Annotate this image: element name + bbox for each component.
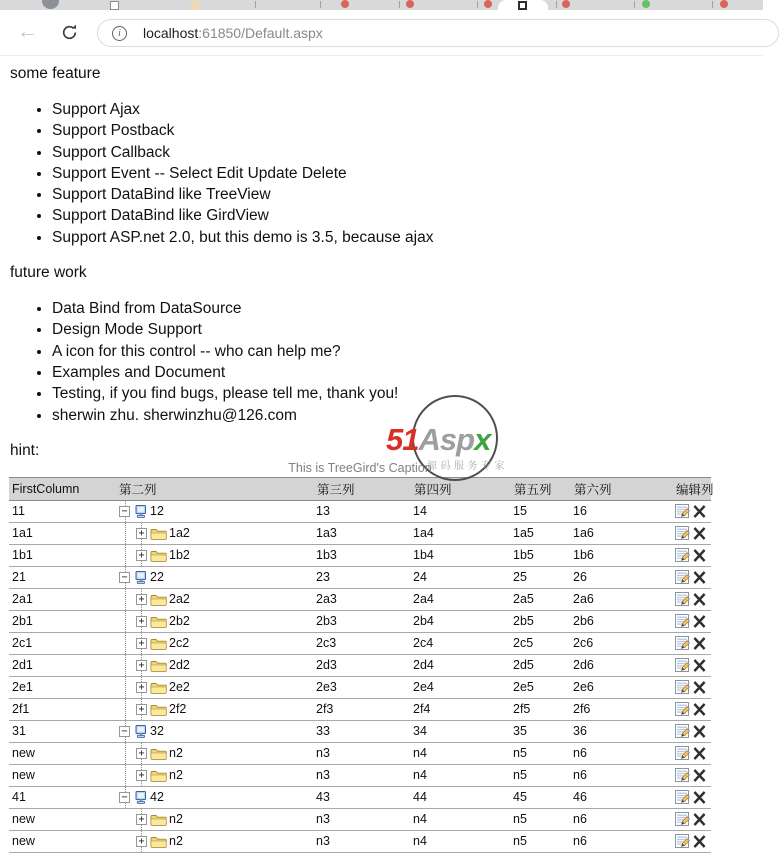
- folder-icon: [150, 659, 167, 672]
- tree-grid: [9, 477, 714, 853]
- column-header-edit: 编辑列: [673, 477, 711, 500]
- tree-node-label: n2: [169, 746, 183, 761]
- cell-col4: 34: [411, 720, 511, 742]
- computer-icon: [133, 570, 148, 585]
- hint-label: hint:: [10, 441, 40, 459]
- expand-collapse-toggle[interactable]: +: [136, 682, 147, 693]
- tree-node-label: 1a2: [169, 526, 190, 541]
- tree-cell: [116, 632, 314, 654]
- expand-collapse-toggle[interactable]: +: [136, 550, 147, 561]
- folder-icon: [150, 769, 167, 782]
- edit-cell: [673, 544, 711, 566]
- tree-node-label: 2b2: [169, 614, 190, 629]
- edit-cell: [673, 566, 711, 588]
- cell-col6: 46: [571, 786, 673, 808]
- features-heading: some feature: [10, 65, 101, 82]
- cell-col3: n3: [314, 830, 411, 852]
- browser-tab-strip: [0, 0, 763, 10]
- delete-icon[interactable]: [693, 703, 706, 716]
- treegrid-caption: This is TreeGird's Caption: [288, 460, 432, 475]
- cell-first-column: new: [9, 808, 116, 830]
- folder-icon: [150, 527, 167, 540]
- tree-node-label: 2d2: [169, 658, 190, 673]
- edit-icon[interactable]: [675, 768, 690, 783]
- cell-col6: 2c6: [571, 632, 673, 654]
- tree-node: [116, 611, 314, 632]
- cell-col6: 2e6: [571, 676, 673, 698]
- cell-col5: n5: [511, 764, 571, 786]
- expand-collapse-toggle[interactable]: +: [136, 616, 147, 627]
- tree-node: [116, 787, 314, 808]
- grid-header-row: [9, 477, 711, 500]
- cell-first-column: new: [9, 742, 116, 764]
- cell-first-column: 31: [9, 720, 116, 742]
- expand-collapse-toggle[interactable]: +: [136, 836, 147, 847]
- future-work-item: • Testing, if you find bugs, please tell me, thank you!: [52, 383, 763, 404]
- column-header-4: 第四列: [411, 477, 511, 500]
- column-header-first: FirstColumn: [9, 477, 116, 500]
- tree-cell: [116, 764, 314, 786]
- cell-col5: 45: [511, 786, 571, 808]
- cell-col6: n6: [571, 808, 673, 830]
- edit-icon[interactable]: [675, 570, 690, 585]
- tree-node: [116, 545, 314, 566]
- cell-col3: 43: [314, 786, 411, 808]
- cell-first-column: 11: [9, 500, 116, 522]
- feature-item: • Support Ajax: [52, 99, 763, 120]
- delete-icon[interactable]: [693, 549, 706, 562]
- expand-collapse-toggle[interactable]: +: [136, 704, 147, 715]
- cell-col5: 2d5: [511, 654, 571, 676]
- tab-separator: [712, 1, 713, 8]
- tab-separator: [320, 1, 321, 8]
- future-work-item: • sherwin zhu. sherwinzhu@126.com: [52, 405, 763, 426]
- table-row: [9, 588, 711, 610]
- cell-col4: 2a4: [411, 588, 511, 610]
- tree-cell: [116, 676, 314, 698]
- expand-collapse-toggle[interactable]: −: [119, 506, 130, 517]
- cell-col3: n3: [314, 764, 411, 786]
- cell-col3: 13: [314, 500, 411, 522]
- cell-col4: 44: [411, 786, 511, 808]
- folder-icon: [150, 681, 167, 694]
- edit-icon[interactable]: [675, 702, 690, 717]
- cell-col3: n3: [314, 808, 411, 830]
- cell-col3: 2b3: [314, 610, 411, 632]
- feature-item: • Support Callback: [52, 142, 763, 163]
- cell-col5: 2a5: [511, 588, 571, 610]
- cell-col6: 1a6: [571, 522, 673, 544]
- cell-first-column: 2b1: [9, 610, 116, 632]
- cell-col3: 2f3: [314, 698, 411, 720]
- delete-icon[interactable]: [693, 681, 706, 694]
- tree-cell: [116, 522, 314, 544]
- url-path: :61850/Default.aspx: [198, 25, 323, 41]
- tree-node: [116, 677, 314, 698]
- tree-node: [116, 831, 314, 852]
- tree-cell: [116, 808, 314, 830]
- tab-favicon-icon[interactable]: [341, 0, 349, 8]
- grid-header: [9, 477, 714, 500]
- feature-item: • Support ASP.net 2.0, but this demo is 3.5, because ajax: [52, 227, 763, 248]
- table-row: [9, 566, 711, 588]
- tab-separator: [399, 1, 400, 8]
- page-info-icon[interactable]: i: [112, 26, 127, 41]
- edit-cell: [673, 522, 711, 544]
- reload-button[interactable]: [60, 23, 79, 42]
- cell-first-column: 41: [9, 786, 116, 808]
- table-row: [9, 654, 711, 676]
- url-host: localhost: [143, 25, 199, 41]
- tree-node: [116, 633, 314, 654]
- cell-col4: n4: [411, 808, 511, 830]
- edit-icon[interactable]: [675, 680, 690, 695]
- folder-icon: [150, 549, 167, 562]
- cell-first-column: new: [9, 764, 116, 786]
- edit-cell: [673, 632, 711, 654]
- tree-node-label: 2c2: [169, 636, 190, 651]
- cell-first-column: 2c1: [9, 632, 116, 654]
- edit-icon[interactable]: [675, 834, 690, 849]
- edit-icon[interactable]: [675, 746, 690, 761]
- cell-col3: 2d3: [314, 654, 411, 676]
- cell-col6: n6: [571, 742, 673, 764]
- cell-first-column: 2e1: [9, 676, 116, 698]
- cell-col4: 2d4: [411, 654, 511, 676]
- edit-icon[interactable]: [675, 614, 690, 629]
- folder-icon: [150, 615, 167, 628]
- edit-cell: [673, 500, 711, 522]
- tree-cell: [116, 610, 314, 632]
- cell-col4: 14: [411, 500, 511, 522]
- cell-col6: 2d6: [571, 654, 673, 676]
- watermark-tagline: 源码服务专家: [427, 461, 508, 472]
- cell-col6: n6: [571, 764, 673, 786]
- tree-node: [116, 765, 314, 786]
- table-row: [9, 544, 711, 566]
- tree-cell: [116, 544, 314, 566]
- cell-col4: n4: [411, 830, 511, 852]
- edit-cell: [673, 808, 711, 830]
- browser-toolbar: [0, 10, 763, 56]
- cell-first-column: new: [9, 830, 116, 852]
- column-header-3: 第三列: [314, 477, 411, 500]
- expand-collapse-toggle[interactable]: +: [136, 770, 147, 781]
- cell-first-column: 1a1: [9, 522, 116, 544]
- cell-first-column: 21: [9, 566, 116, 588]
- edit-icon[interactable]: [675, 636, 690, 651]
- tree-cell: [116, 654, 314, 676]
- table-row: [9, 764, 711, 786]
- tree-node-label: 2e2: [169, 680, 190, 695]
- tab-favicon-icon: [518, 1, 527, 10]
- table-row: [9, 786, 711, 808]
- tree-cell: [116, 698, 314, 720]
- delete-icon[interactable]: [693, 571, 706, 584]
- cell-col3: 2e3: [314, 676, 411, 698]
- tree-node-label: 32: [150, 724, 164, 739]
- brand-x: x: [474, 422, 491, 457]
- expand-collapse-toggle[interactable]: +: [136, 814, 147, 825]
- tree-cell: [116, 830, 314, 852]
- cell-col4: 1a4: [411, 522, 511, 544]
- delete-icon[interactable]: [693, 527, 706, 540]
- edit-cell: [673, 698, 711, 720]
- features-list: [9, 99, 763, 248]
- feature-item: • Support Postback: [52, 120, 763, 141]
- delete-icon[interactable]: [693, 725, 706, 738]
- cell-col6: 2a6: [571, 588, 673, 610]
- expand-collapse-toggle[interactable]: +: [136, 594, 147, 605]
- computer-icon: [133, 724, 148, 739]
- cell-first-column: 2a1: [9, 588, 116, 610]
- cell-col4: 1b4: [411, 544, 511, 566]
- column-header-6: 第六列: [571, 477, 673, 500]
- edit-cell: [673, 742, 711, 764]
- folder-icon: [150, 703, 167, 716]
- edit-icon[interactable]: [675, 526, 690, 541]
- expand-collapse-toggle[interactable]: −: [119, 726, 130, 737]
- tab-favicon-icon[interactable]: [562, 0, 570, 8]
- cell-col5: 25: [511, 566, 571, 588]
- folder-icon: [150, 835, 167, 848]
- table-row: [9, 632, 711, 654]
- expand-collapse-toggle[interactable]: +: [136, 638, 147, 649]
- cell-col5: 2e5: [511, 676, 571, 698]
- delete-icon[interactable]: [693, 791, 706, 804]
- table-row: [9, 720, 711, 742]
- table-row: [9, 610, 711, 632]
- delete-icon[interactable]: [693, 505, 706, 518]
- edit-icon[interactable]: [675, 658, 690, 673]
- folder-icon: [150, 593, 167, 606]
- cell-col5: 1b5: [511, 544, 571, 566]
- cell-col4: 2e4: [411, 676, 511, 698]
- feature-item: • Support Event -- Select Edit Update Delete: [52, 163, 763, 184]
- table-row: [9, 830, 711, 852]
- tree-node-label: n2: [169, 834, 183, 849]
- cell-col5: n5: [511, 742, 571, 764]
- tree-node-label: n2: [169, 768, 183, 783]
- tree-node-label: 2f2: [169, 702, 187, 717]
- cell-first-column: 2f1: [9, 698, 116, 720]
- computer-icon: [133, 504, 148, 519]
- column-header-5: 第五列: [511, 477, 571, 500]
- tree-cell: [116, 500, 314, 522]
- table-row: [9, 500, 711, 522]
- tab-separator: [477, 1, 478, 8]
- cell-col3: 1b3: [314, 544, 411, 566]
- tree-node-label: 1b2: [169, 548, 190, 563]
- active-tab-fragment[interactable]: [498, 0, 548, 10]
- future-work-heading: future work: [10, 264, 87, 282]
- cell-col5: 35: [511, 720, 571, 742]
- expand-collapse-toggle[interactable]: +: [136, 528, 147, 539]
- tab-favicon-page-icon[interactable]: [110, 1, 119, 10]
- delete-icon[interactable]: [693, 747, 706, 760]
- tree-node-label: 2a2: [169, 592, 190, 607]
- tree-node-label: n2: [169, 812, 183, 827]
- cell-col5: 15: [511, 500, 571, 522]
- edit-icon[interactable]: [675, 504, 690, 519]
- tab-favicon-icon[interactable]: [484, 0, 492, 8]
- feature-item: • Support DataBind like TreeView: [52, 184, 763, 205]
- table-row: [9, 808, 711, 830]
- table-row: [9, 742, 711, 764]
- future-work-item: • A icon for this control -- who can help me?: [52, 341, 763, 362]
- grid-body: [9, 500, 711, 852]
- expand-collapse-toggle[interactable]: +: [136, 660, 147, 671]
- column-header-2: 第二列: [116, 477, 314, 500]
- tree-cell: [116, 742, 314, 764]
- edit-cell: [673, 764, 711, 786]
- edit-cell: [673, 676, 711, 698]
- tree-node: [116, 589, 314, 610]
- table-row: [9, 698, 711, 720]
- cell-col5: n5: [511, 830, 571, 852]
- delete-icon[interactable]: [693, 637, 706, 650]
- url-bar[interactable]: [97, 19, 779, 47]
- tree-node: [116, 655, 314, 676]
- cell-col4: 24: [411, 566, 511, 588]
- cell-col3: 2c3: [314, 632, 411, 654]
- delete-icon[interactable]: [693, 593, 706, 606]
- back-button[interactable]: ←: [17, 20, 38, 43]
- cell-col4: 2f4: [411, 698, 511, 720]
- folder-icon: [150, 637, 167, 650]
- table-row: [9, 676, 711, 698]
- edit-icon[interactable]: [675, 724, 690, 739]
- brand-asp: Asp: [418, 422, 475, 457]
- edit-icon[interactable]: [675, 548, 690, 563]
- folder-icon: [150, 813, 167, 826]
- delete-icon[interactable]: [693, 835, 706, 848]
- tree-node-label: 12: [150, 504, 164, 519]
- tab-favicon-icon[interactable]: [642, 0, 650, 8]
- cell-col5: 1a5: [511, 522, 571, 544]
- edit-cell: [673, 610, 711, 632]
- cell-col6: 36: [571, 720, 673, 742]
- future-work-item: • Data Bind from DataSource: [52, 298, 763, 319]
- cell-col3: 2a3: [314, 588, 411, 610]
- delete-icon[interactable]: [693, 813, 706, 826]
- edit-icon[interactable]: [675, 592, 690, 607]
- cell-col4: n4: [411, 742, 511, 764]
- edit-cell: [673, 720, 711, 742]
- tree-cell: [116, 566, 314, 588]
- cell-col3: n3: [314, 742, 411, 764]
- url-text: [143, 25, 323, 41]
- future-work-item: • Design Mode Support: [52, 319, 763, 340]
- tree-node-label: 22: [150, 570, 164, 585]
- tree-node: [116, 809, 314, 830]
- computer-icon: [133, 790, 148, 805]
- expand-collapse-toggle[interactable]: −: [119, 572, 130, 583]
- tree-node: [116, 721, 314, 742]
- cell-col5: n5: [511, 808, 571, 830]
- tree-node: [116, 743, 314, 764]
- cell-col6: 1b6: [571, 544, 673, 566]
- tree-node: [116, 523, 314, 544]
- table-row: [9, 522, 711, 544]
- expand-collapse-toggle[interactable]: −: [119, 792, 130, 803]
- cell-first-column: 2d1: [9, 654, 116, 676]
- future-work-item: • Examples and Document: [52, 362, 763, 383]
- cell-col5: 2b5: [511, 610, 571, 632]
- cell-col4: n4: [411, 764, 511, 786]
- tree-node: [116, 699, 314, 720]
- cell-col6: 26: [571, 566, 673, 588]
- brand-51: 51: [386, 422, 419, 457]
- tree-cell: [116, 786, 314, 808]
- reload-icon: [60, 23, 79, 42]
- tab-favicon-icon[interactable]: [406, 0, 414, 8]
- edit-cell: [673, 654, 711, 676]
- tab-favicon-icon[interactable]: [191, 1, 200, 10]
- edit-icon[interactable]: [675, 790, 690, 805]
- delete-icon[interactable]: [693, 659, 706, 672]
- cell-col5: 2f5: [511, 698, 571, 720]
- tree-node: [116, 567, 314, 588]
- edit-cell: [673, 588, 711, 610]
- tab-separator: [634, 1, 635, 8]
- folder-icon: [150, 747, 167, 760]
- browser-avatar-icon[interactable]: [42, 0, 59, 9]
- edit-cell: [673, 830, 711, 852]
- delete-icon[interactable]: [693, 769, 706, 782]
- feature-item: • Support DataBind like GirdView: [52, 205, 763, 226]
- tree-cell: [116, 588, 314, 610]
- tab-separator: [556, 1, 557, 8]
- cell-col4: 2b4: [411, 610, 511, 632]
- cell-col3: 23: [314, 566, 411, 588]
- cell-col3: 1a3: [314, 522, 411, 544]
- tab-separator: [255, 1, 256, 8]
- cell-first-column: 1b1: [9, 544, 116, 566]
- edit-cell: [673, 786, 711, 808]
- delete-icon[interactable]: [693, 615, 706, 628]
- tree-node: [116, 501, 314, 522]
- cell-col6: 2b6: [571, 610, 673, 632]
- tab-favicon-icon[interactable]: [720, 0, 728, 8]
- cell-col6: n6: [571, 830, 673, 852]
- cell-col6: 16: [571, 500, 673, 522]
- cell-col4: 2c4: [411, 632, 511, 654]
- edit-icon[interactable]: [675, 812, 690, 827]
- page-content: [0, 65, 763, 853]
- cell-col3: 33: [314, 720, 411, 742]
- cell-col5: 2c5: [511, 632, 571, 654]
- tree-node-label: 42: [150, 790, 164, 805]
- cell-col6: 2f6: [571, 698, 673, 720]
- tree-cell: [116, 720, 314, 742]
- expand-collapse-toggle[interactable]: +: [136, 748, 147, 759]
- future-work-list: [9, 298, 763, 426]
